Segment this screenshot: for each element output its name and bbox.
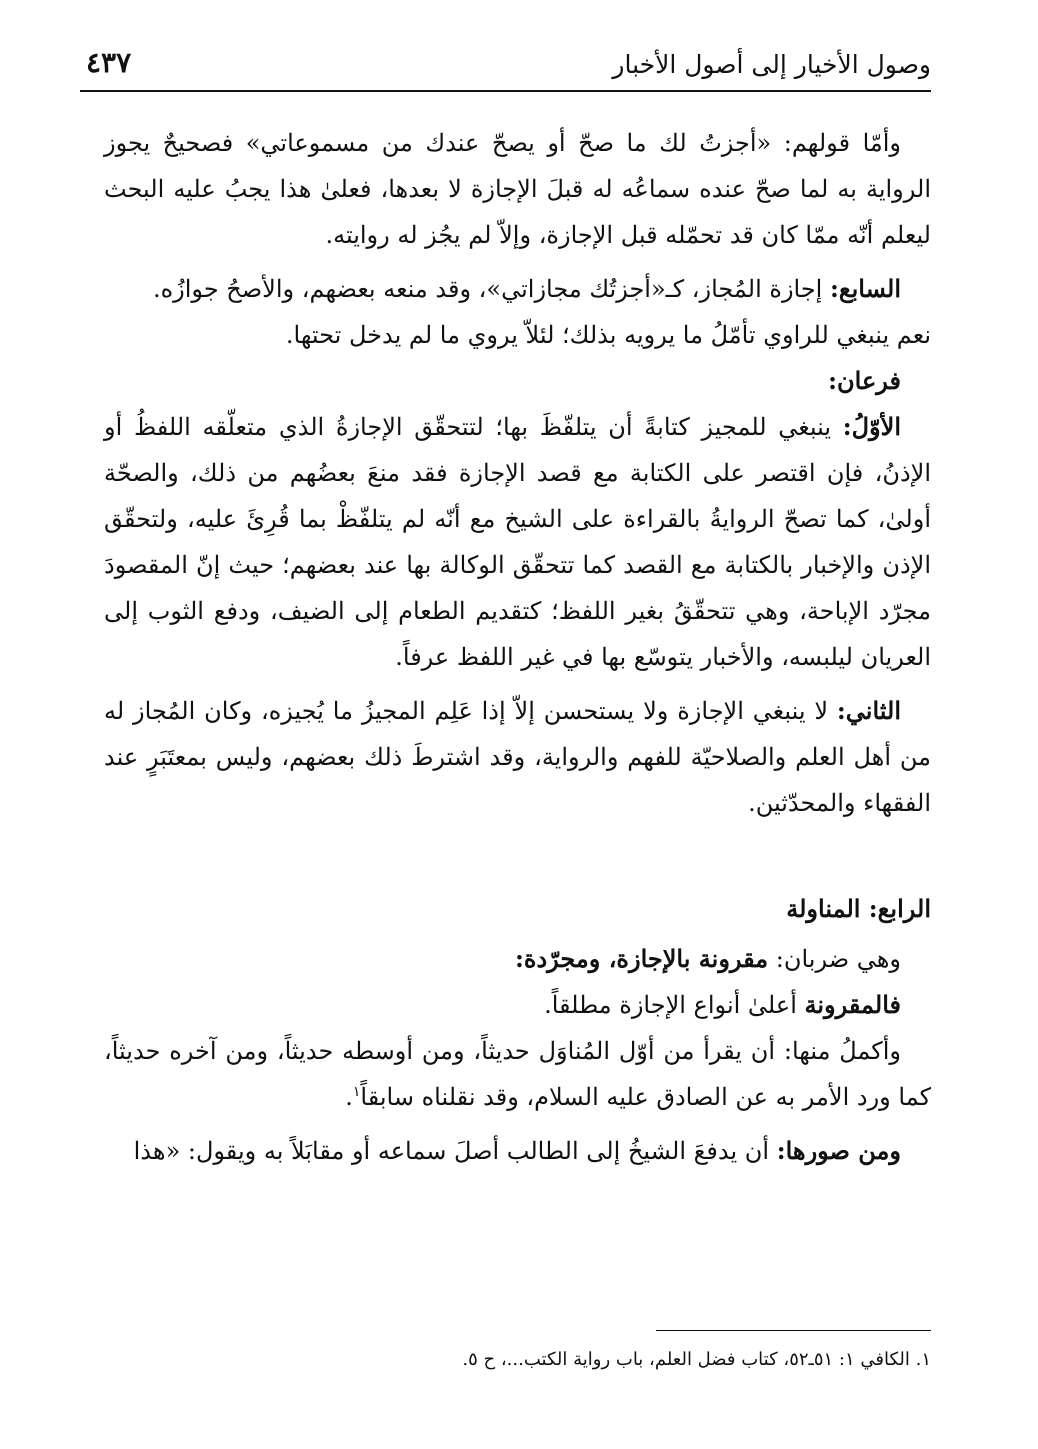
page-header — [80, 40, 931, 92]
two-types-intro: وهي ضربان: — [768, 945, 901, 973]
paragraph-first-branch — [104, 404, 931, 680]
text-most-complete-end: . — [345, 1083, 353, 1111]
running-title: وصول الأخيار إلى أصول الأخبار — [612, 50, 931, 79]
two-types-bold: مقرونة بالإجازة، ومجرّدة: — [515, 944, 769, 973]
label-forms: ومن صورها: — [776, 1136, 901, 1165]
text-forms: أن يدفعَ الشيخُ إلى الطالب أصلَ سماعه أو مقابَلاً به ويقول: «هذا — [133, 1137, 777, 1165]
paragraph-two-types — [104, 936, 931, 982]
text-maqruna: أعلىٰ أنواع الإجازة مطلقاً. — [544, 991, 805, 1019]
main-text — [104, 120, 931, 1174]
footnote-ref[interactable]: ١ — [352, 1084, 361, 1100]
paragraph-second-branch — [104, 688, 931, 826]
label-first: الأوّلُ: — [842, 412, 901, 441]
text-most-complete: وأكملُ منها: أن يقرأ من أوّل المُناوَل حديثاً، ومن أوسطه حديثاً، ومن آخره حديثاً، كما ورد الأمر به عن الصادق عليه السلام، وقد نقلناه سابقاً — [104, 1037, 931, 1111]
paragraph-seventh — [104, 266, 931, 312]
paragraph-1: وأمّا قولهم: «أجزتُ لك ما صحّ أو يصحّ عندك من مسموعاتي» فصحيحٌ يجوز الرواية به لما صحّ عنده سماعُه له قبلَ الإجازة لا بعدها، فعلىٰ هذا يجبُ عليه البحث ليعلم أنّه ممّا كان قد تحمّله قبل الإجازة، وإلاّ لم يجُز له روايته. — [104, 129, 931, 249]
text-second: لا ينبغي الإجازة ولا يستحسن إلاّ إذا عَلِم المجيزُ ما يُجيزه، وكان المُجاز له من أهل العلم والصلاحيّة للفهم والرواية، وقد اشترطَ ذلك بعضهم، وليس بمعتَبَرٍ عند الفقهاء والمحدّثين. — [104, 697, 931, 817]
footnote-divider — [656, 1330, 931, 1331]
page-number: ٤٣٧ — [86, 46, 132, 79]
paragraph-most-complete — [104, 1028, 931, 1120]
subheading-two-branches — [104, 358, 931, 404]
two-branches-label: فرعان: — [828, 366, 901, 395]
footnote: ١. الكافي ١: ٥١ـ٥٢، كتاب فضل العلم، باب رواية الكتب...، ح ٥. — [462, 1349, 931, 1370]
text-seventh: إجازة المُجاز، كـ«أجزتُك مجازاتي»، وقد منعه بعضهم، والأصحُ جوازُه. — [152, 275, 830, 303]
label-maqruna: فالمقرونة — [804, 990, 901, 1019]
paragraph-forms — [104, 1128, 931, 1174]
text-first: ينبغي للمجيز كتابةً أن يتلفّظَ بها؛ لتتحقّق الإجازةُ الذي متعلّقه اللفظُ أو الإذنُ، فإن اقتصر على الكتابة مع قصد الإجازة فقد منعَ بعضُهم من ذلك، والصحّة أولىٰ، كما تصحّ الروايةُ بالقراءة على الشيخ مع أنّه لم يتلفّظْ بما قُرِئَ عليه، ولتحقّق الإذن والإخبار بالكتابة مع القصد كما تتحقّق الوكالة بها عند بعضهم؛ حيث إنّ المقصودَ مجرّد الإباحة، وهي تتحقّقُ بغير اللفظ؛ كتقديم الطعام إلى الضيف، ودفع الثوب إلى العريان ليلبسه، والأخبار يتوسّع بها في غير اللفظ عرفاً. — [104, 413, 932, 671]
paragraph-note: نعم ينبغي للراوي تأمّلُ ما يرويه بذلك؛ لئلاّ يروي ما لم يدخل تحتها. — [285, 321, 931, 349]
label-seventh: السابع: — [829, 274, 901, 303]
label-second: الثاني: — [836, 696, 901, 725]
paragraph-maqruna — [104, 982, 931, 1028]
section-heading-munawala: الرابع: المناولة — [786, 894, 931, 923]
